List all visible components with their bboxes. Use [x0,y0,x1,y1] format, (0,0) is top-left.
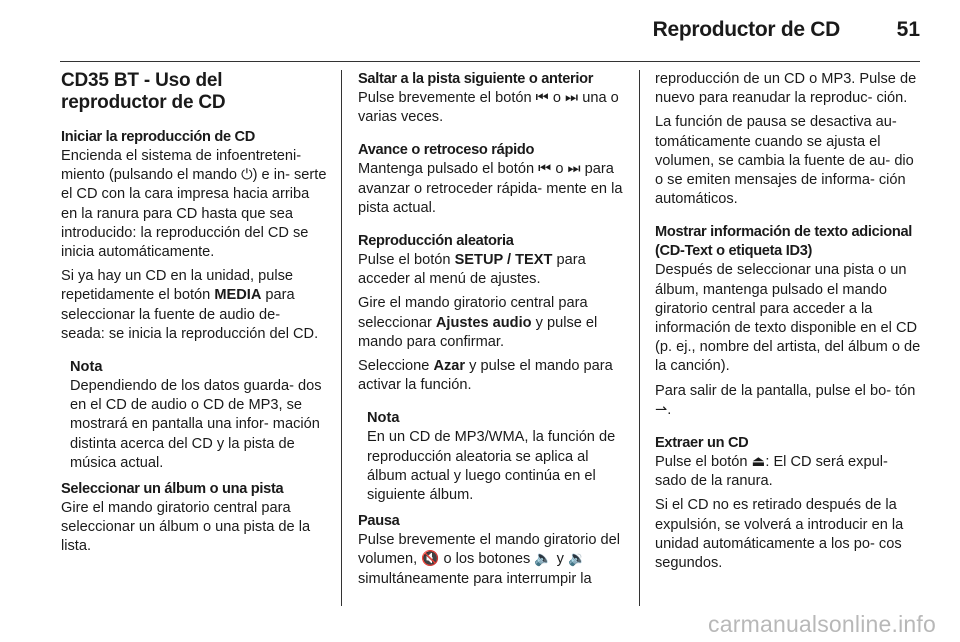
section-title: CD35 BT - Uso del reproductor de CD [61,70,226,113]
note-text: Dependiendo de los datos guarda- dos en el CD de audio o CD de MP3, se mostrará en pantalla una infor- mación distinta acerca del CD y la pista de música actual. [70,378,322,471]
paragraph: Encienda el sistema de infoentreteni- miento (pulsando el mando ⏻) e in- serte el CD con la cara impresa hacia arriba en la ranura para CD hasta que sea introducido: la reproducción del CD se inicia automáticamente. [61,148,327,261]
subheading-skip-track: Saltar a la pista siguiente o anterior [358,71,594,87]
header-divider [60,61,920,62]
note-block [367,409,626,505]
section-pause-continued [655,70,923,209]
paragraph: Gire el mando giratorio central para seleccionar Ajustes audio y pulse el mando para confirmar. [358,295,598,350]
paragraph: Para salir de la pantalla, pulse el bo- tón ⇀. [655,382,916,418]
menu-name-audio-settings: Ajustes audio [435,314,532,331]
paragraph: Si el CD no es retirado después de la expulsión, se volverá a introducir en la unidad automáticamente a los po- cos segundos. [655,497,904,572]
subheading-start-playback: Iniciar la reproducción de CD [61,129,256,145]
section-start-playback [61,128,327,344]
option-name-random: Azar [433,358,466,375]
section-random-playback [358,232,626,395]
paragraph: Mantenga pulsado el botón ⏮ o ⏭ para avanzar o retroceder rápida- mente en la pista actual. [358,161,623,216]
section-fast-forward [358,141,626,218]
page-title: Reproductor de CD [652,18,840,41]
note-block [70,358,327,473]
subheading-pause: Pausa [358,513,400,530]
paragraph: Pulse el botón SETUP / TEXT para acceder al menú de ajustes. [358,252,586,288]
subheading-text-info: Mostrar información de texto adicional (CD-Text o etiqueta ID3) [655,224,913,260]
column-3 [655,70,923,587]
subheading-select-album: Seleccionar un álbum o una pista [61,481,284,498]
paragraph: Gire el mando giratorio central para seleccionar un álbum o una pista de la lista. [61,500,311,555]
section-select-album [61,480,327,557]
paragraph: Después de seleccionar una pista o un álbum, mantenga pulsado el mando giratorio central para acceder a la información de texto disponible en el CD (p. ej., nombre del artista, del álbum o de la canción). [655,262,921,375]
section-pause [358,512,626,589]
subheading-eject-cd: Extraer un CD [655,435,749,452]
subheading-fast-forward: Avance o retroceso rápido [358,142,535,159]
paragraph: La función de pausa se desactiva au- tomáticamente cuando se ajusta el volumen, se cambia la fuente de au- dio o se emiten mensajes de informa- ción automáticos. [655,114,914,208]
note-heading: Nota [367,410,400,427]
paragraph: Si ya hay un CD en la unidad, pulse repetidamente el botón MEDIA para seleccionar la fuente de audio de- seada: se inicia la reproducción del CD. [61,268,319,342]
paragraph: Pulse brevemente el botón ⏮ o ⏭ una o varias veces. [358,90,619,126]
page-number: 51 [896,18,920,41]
column-1 [61,70,327,571]
button-name-media: MEDIA [214,287,262,304]
section-skip-track [358,70,626,127]
note-heading: Nota [70,359,103,376]
column-divider-2 [639,70,640,606]
paragraph: Pulse el botón ⏏: El CD será expul- sado de la ranura. [655,454,888,490]
note-text: En un CD de MP3/WMA, la función de reproducción aleatoria se aplica al álbum actual y luego continúa en el siguiente álbum. [367,429,616,504]
paragraph: Pulse brevemente el mando giratorio del volumen, 🔇 o los botones 🔈 y 🔉 simultáneamente para interrumpir la [358,532,621,587]
section-eject-cd [655,434,923,573]
section-text-info [655,223,923,420]
column-2 [358,70,626,603]
column-divider-1 [341,70,342,606]
paragraph: Seleccione Azar y pulse el mando para activar la función. [358,358,613,394]
paragraph: reproducción de un CD o MP3. Pulse de nuevo para reanudar la reproduc- ción. [655,71,917,107]
button-name-setup: SETUP / TEXT [454,252,553,269]
page-header [0,0,960,62]
watermark: carmanualsonline.info [708,611,936,637]
subheading-random-playback: Reproducción aleatoria [358,233,514,250]
